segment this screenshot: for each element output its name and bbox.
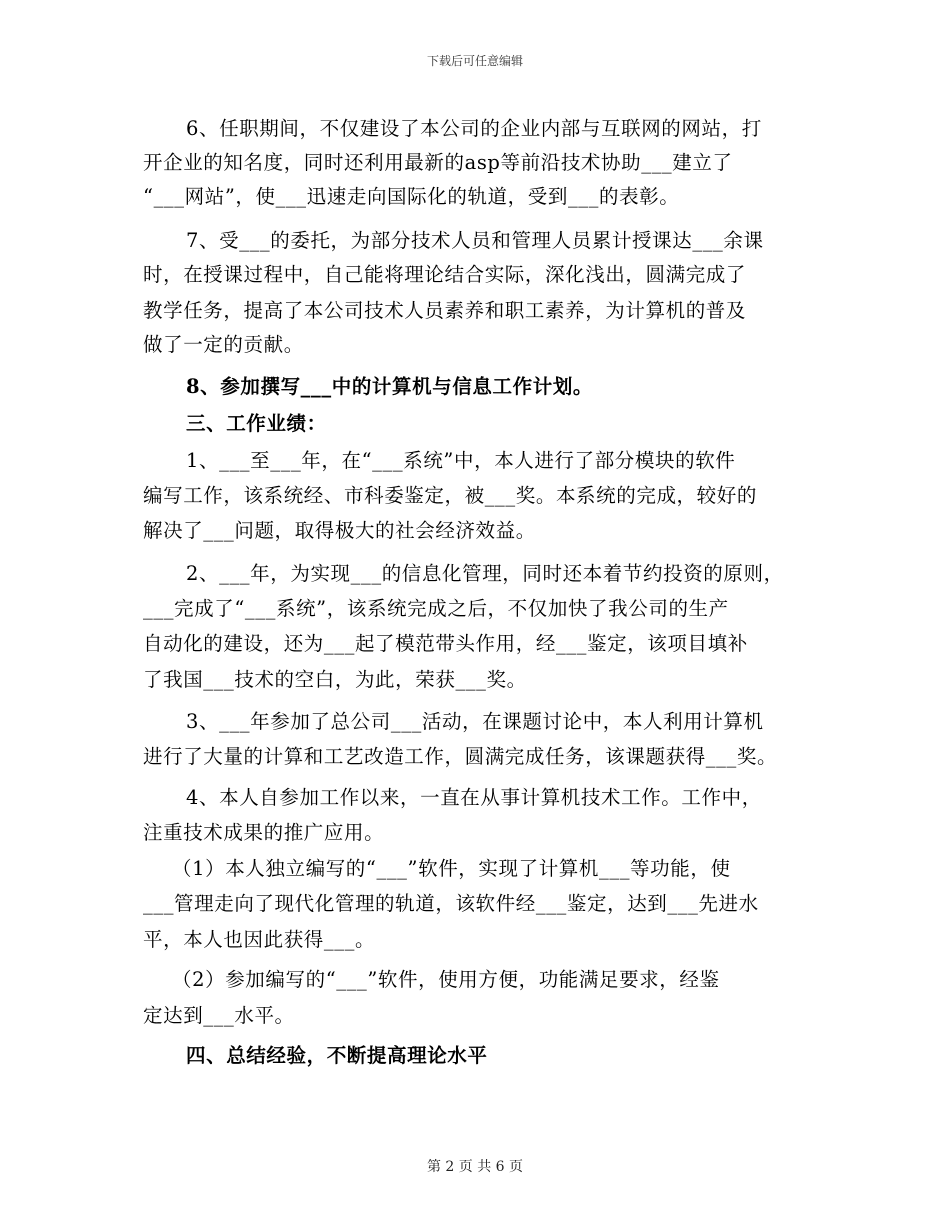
section-heading-4: 四、总结经验，不断提高理论水平 bbox=[186, 1044, 488, 1067]
paragraph-line: 教学任务，提高了本公司技术人员素养和职工素养，为计算机的普及 bbox=[143, 299, 747, 322]
section-heading-3: 三、工作业绩： bbox=[186, 412, 327, 435]
paragraph-line: 注重技术成果的推广应用。 bbox=[143, 821, 385, 844]
paragraph-line: 时，在授课过程中，自己能将理论结合实际，深化浅出，圆满完成了 bbox=[143, 263, 747, 286]
bold-heading-line: 8、参加撰写___中的计算机与信息工作计划。 bbox=[186, 375, 594, 398]
paragraph-line: 开企业的知名度，同时还利用最新的asp等前沿技术协助___建立了 bbox=[143, 151, 733, 174]
paragraph-line: 1、___至___年，在“___系统”中，本人进行了部分模块的软件 bbox=[186, 449, 736, 472]
paragraph-line: 4、本人自参加工作以来，一直在从事计算机技术工作。工作中， bbox=[186, 786, 762, 809]
page-footer: 第 2 页 共 6 页 bbox=[426, 1159, 524, 1175]
paragraph-line: “___网站”，使___迅速走向国际化的轨道，受到___的表彰。 bbox=[143, 185, 680, 208]
page-header: 下载后可任意编辑 bbox=[426, 54, 523, 68]
paragraph-line: 编写工作，该系统经、市科委鉴定，被___奖。本系统的完成，较好的 bbox=[143, 484, 757, 507]
paragraph-line: ___管理走向了现代化管理的轨道，该软件经___鉴定，达到___先进水 bbox=[143, 892, 759, 915]
paragraph-line: 自动化的建设，还为___起了模范带头作用，经___鉴定，该项目填补 bbox=[143, 632, 748, 655]
paragraph-line: （1）本人独立编写的“___”软件，实现了计算机___等功能，使 bbox=[172, 857, 731, 880]
paragraph-line: 进行了大量的计算和工艺改造工作，圆满完成任务，该课题获得___奖。 bbox=[143, 745, 778, 768]
paragraph-line: 做了一定的贡献。 bbox=[143, 333, 304, 356]
paragraph-line: ___完成了“___系统”，该系统完成之后，不仅加快了我公司的生产 bbox=[143, 597, 729, 620]
paragraph-line: 解决了___问题，取得极大的社会经济效益。 bbox=[143, 519, 536, 542]
paragraph-line: 平，本人也因此获得___。 bbox=[143, 928, 376, 951]
paragraph-line: 7、受___的委托，为部分技术人员和管理人员累计授课达___余课 bbox=[186, 229, 764, 252]
paragraph-line: 了我国___技术的空白，为此，荣获___奖。 bbox=[143, 668, 527, 691]
paragraph-line: 3、___年参加了总公司___活动，在课题讨论中，本人利用计算机 bbox=[186, 710, 764, 733]
paragraph-line: 6、任职期间，不仅建设了本公司的企业内部与互联网的网站，打 bbox=[186, 117, 762, 140]
paragraph-line: 2、___年，为实现___的信息化管理，同时还本着节约投资的原则， bbox=[186, 562, 784, 585]
paragraph-line: （2）参加编写的“___”软件，使用方便，功能满足要求，经鉴 bbox=[172, 968, 720, 991]
paragraph-line: 定达到___水平。 bbox=[143, 1004, 295, 1027]
